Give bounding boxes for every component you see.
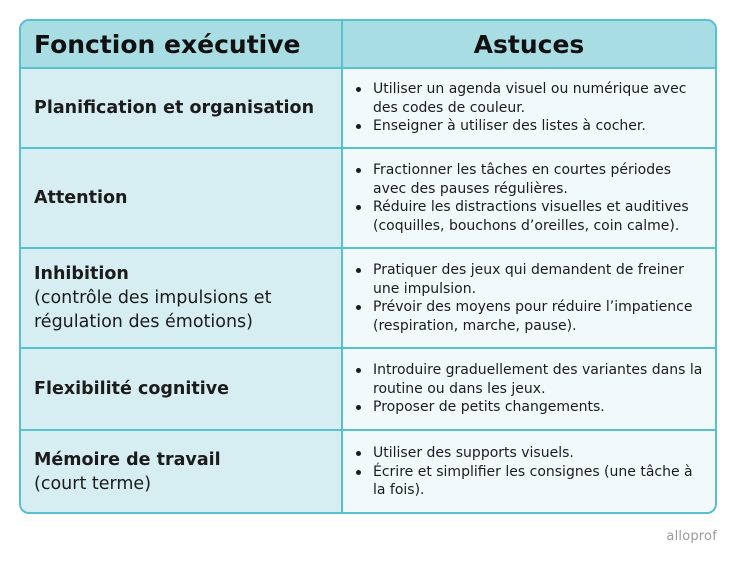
function-cell xyxy=(21,348,342,430)
function-subtitle: (contrôle des impulsions et régulation des émotions) xyxy=(34,288,272,332)
tips-cell xyxy=(342,248,715,348)
tips-list xyxy=(353,444,705,500)
tip-item: Introduire graduellement des variantes dans la routine ou dans les jeux. xyxy=(353,361,705,398)
table-row xyxy=(21,248,715,348)
function-name: Planification et organisation xyxy=(34,98,315,118)
tip-item: Réduire les distractions visuelles et auditives (coquilles, bouchons d’oreilles, coin calme). xyxy=(353,198,705,235)
tips-cell xyxy=(342,430,715,513)
header-tips: Astuces xyxy=(342,21,715,68)
function-name: Attention xyxy=(34,188,128,208)
tips-list xyxy=(353,161,705,235)
function-name: Inhibition xyxy=(34,264,129,284)
table-header-row xyxy=(21,21,715,68)
tip-item: Écrire et simplifier les consignes (une tâche à la fois). xyxy=(353,463,705,500)
table-row xyxy=(21,148,715,248)
table-row xyxy=(21,348,715,430)
tips-list xyxy=(353,361,705,417)
tips-cell xyxy=(342,348,715,430)
function-cell xyxy=(21,68,342,148)
tips-cell xyxy=(342,68,715,148)
table-row xyxy=(21,430,715,513)
tips-list xyxy=(353,80,705,136)
tip-item: Prévoir des moyens pour réduire l’impatience (respiration, marche, pause). xyxy=(353,298,705,335)
tips-list xyxy=(353,261,705,335)
function-name: Flexibilité cognitive xyxy=(34,379,229,399)
tip-item: Fractionner les tâches en courtes périodes avec des pauses régulières. xyxy=(353,161,705,198)
tip-item: Utiliser un agenda visuel ou numérique avec des codes de couleur. xyxy=(353,80,705,117)
tip-item: Enseigner à utiliser des listes à cocher. xyxy=(353,117,705,136)
tip-item: Proposer de petits changements. xyxy=(353,398,705,417)
header-function: Fonction exécutive xyxy=(21,21,342,68)
function-name: Mémoire de travail xyxy=(34,450,221,470)
table-row xyxy=(21,68,715,148)
tip-item: Utiliser des supports visuels. xyxy=(353,444,705,463)
function-cell xyxy=(21,430,342,513)
tip-item: Pratiquer des jeux qui demandent de freiner une impulsion. xyxy=(353,261,705,298)
executive-functions-table xyxy=(19,19,717,514)
function-subtitle: (court terme) xyxy=(34,474,152,494)
alloprof-logo: alloprof xyxy=(666,529,717,544)
tips-cell xyxy=(342,148,715,248)
function-cell xyxy=(21,248,342,348)
function-cell xyxy=(21,148,342,248)
